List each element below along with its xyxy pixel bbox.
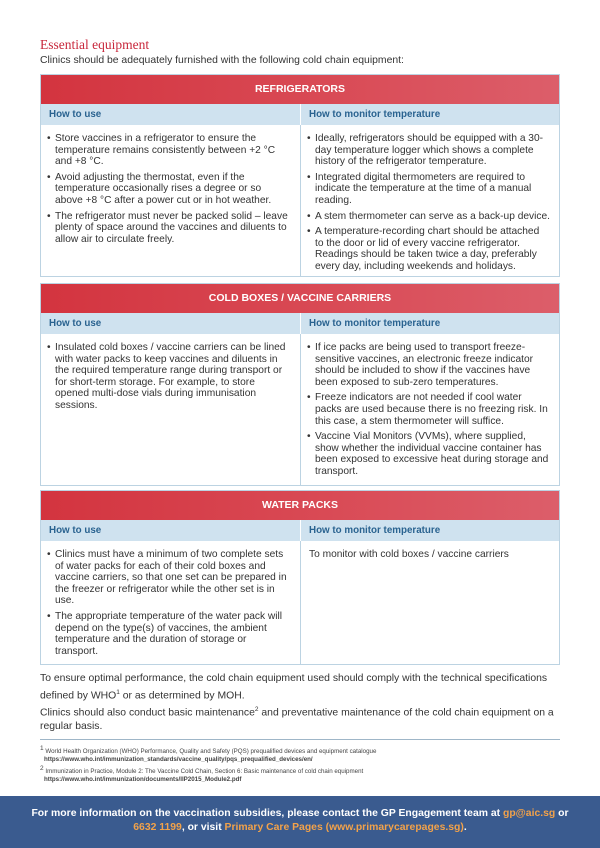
monitor-column xyxy=(300,541,559,665)
list-item: • The appropriate temperature of the water pack will depend on the type(s) of vaccines, the ambient temperature and the duration of storage or transport. xyxy=(47,611,291,657)
email-link[interactable]: gp@aic.sg xyxy=(502,808,556,819)
list-item: • Vaccine Vial Monitors (VVMs), where supplied, show whether the individual vaccine container has been exposed to excessive heat during storage and transport. xyxy=(307,431,550,477)
monitor-column xyxy=(300,334,559,486)
list-item: • Store vaccines in a refrigerator to ensure the temperature remains consistently between +2 °C and +8 °C. xyxy=(47,133,291,168)
footnote-2 xyxy=(40,765,560,784)
monitor-text: To monitor with cold boxes / vaccine carriers xyxy=(309,549,509,560)
column-header-how-to-use: How to use xyxy=(49,109,102,120)
website-link[interactable]: Primary Care Pages (www.primarycarepages.sg) xyxy=(224,822,464,833)
footer-banner xyxy=(0,796,600,848)
footnote-number: 1 xyxy=(40,745,44,752)
column-header-how-to-use: How to use xyxy=(49,525,102,536)
footnote-ref: 2 xyxy=(254,706,259,713)
column-header-monitor: How to monitor temperature xyxy=(300,104,559,125)
phone-link[interactable]: 6632 1199 xyxy=(133,822,182,833)
section-heading: REFRIGERATORS xyxy=(41,75,559,104)
footnote-ref: 1 xyxy=(116,688,120,696)
page-title: Essential equipment xyxy=(40,37,150,52)
list-item: • Insulated cold boxes / vaccine carriers can be lined with water packs to keep vaccines and diluents in the required temperature range during transport or for short-term storage. For example, to store opened multi-dose vials during immunisation sessions. xyxy=(47,342,291,412)
footer-text: For more information on the vaccination subsidies, please contact the GP Engagement team at xyxy=(31,808,503,819)
list-item: • Avoid adjusting the thermostat, even if the temperature occasionally rises a degree or so above +8 °C after a power cut or in hot weather. xyxy=(47,172,291,207)
column-headers xyxy=(41,313,559,334)
column-header-monitor: How to monitor temperature xyxy=(300,520,559,541)
how-to-use-column xyxy=(41,334,300,486)
note-text: or as determined by MOH. xyxy=(119,690,245,702)
intro-text: Clinics should be adequately furnished with the following cold chain equipment: xyxy=(40,55,404,66)
cold-boxes-section xyxy=(40,283,560,486)
divider xyxy=(40,739,560,740)
maintenance-note xyxy=(40,703,560,734)
list-item: • Integrated digital thermometers are required to indicate the temperature at the time of a manual reading. xyxy=(307,172,550,207)
column-header-monitor: How to monitor temperature xyxy=(300,313,559,334)
footnote-1 xyxy=(40,745,560,764)
footnote-text: World Health Organization (WHO) Performance, Quality and Safety (PQS) prequalified devices and equipment catalogue xyxy=(43,748,377,756)
note-text: To ensure optimal performance, the cold chain equipment used should comply with the technical specifications defined by WHO xyxy=(40,673,548,702)
footnote-text: Immunization in Practice, Module 2: The Vaccine Cold Chain, Section 6: Basic maintenance of cold chain equipment xyxy=(43,768,364,776)
column-header-how-to-use: How to use xyxy=(49,318,102,329)
footer-text: , or visit xyxy=(181,822,225,833)
section-heading: WATER PACKS xyxy=(41,491,559,520)
list-item: • A temperature-recording chart should be attached to the door or lid of every vaccine refrigerator. Readings should be taken twice a day, preferably every day, including weekends and holidays. xyxy=(307,226,550,272)
section-heading: COLD BOXES / VACCINE CARRIERS xyxy=(41,284,559,313)
column-headers xyxy=(41,104,559,125)
list-item: • A stem thermometer can serve as a back-up device. xyxy=(307,211,550,223)
monitor-column xyxy=(300,125,559,277)
refrigerators-section xyxy=(40,74,560,277)
footnote-link[interactable]: https://www.who.int/immunization/documents/IIP2015_Module2.pdf xyxy=(44,776,242,784)
footnote-number: 2 xyxy=(40,765,44,772)
note-text: and preventative maintenance of the cold chain equipment on a regular basis. xyxy=(40,707,554,733)
how-to-use-column xyxy=(41,125,300,277)
list-item: • Ideally, refrigerators should be equipped with a 30-day temperature logger which shows a complete history of the refrigerator temperature. xyxy=(307,133,550,168)
list-item: • Freeze indicators are not needed if cool water packs are used because there is no freezing risk. In this case, a stem thermometer will suffice. xyxy=(307,392,550,427)
note-text: Clinics should also conduct basic maintenance xyxy=(40,707,255,719)
list-item: • If ice packs are being used to transport freeze-sensitive vaccines, an electronic freeze indicator should be included to show if the vaccines have been exposed to sub-zero temperatures. xyxy=(307,342,550,388)
footer-text: . xyxy=(463,822,467,833)
water-packs-section xyxy=(40,490,560,665)
compliance-note xyxy=(40,672,560,703)
list-item: • The refrigerator must never be packed solid – leave plenty of space around the vaccines and diluents to allow air to circulate freely. xyxy=(47,211,291,246)
footer-text: or xyxy=(555,808,569,819)
how-to-use-column xyxy=(41,541,300,665)
column-headers xyxy=(41,520,559,541)
footnote-link[interactable]: https://www.who.int/immunization_standards/vaccine_quality/pqs_prequalified_devices/en/ xyxy=(44,756,313,764)
list-item: • Clinics must have a minimum of two complete sets of water packs for each of their cold boxes and vaccine carriers, so that one set can be prepared in the freezer or refrigerator while the other set is in use. xyxy=(47,549,291,607)
